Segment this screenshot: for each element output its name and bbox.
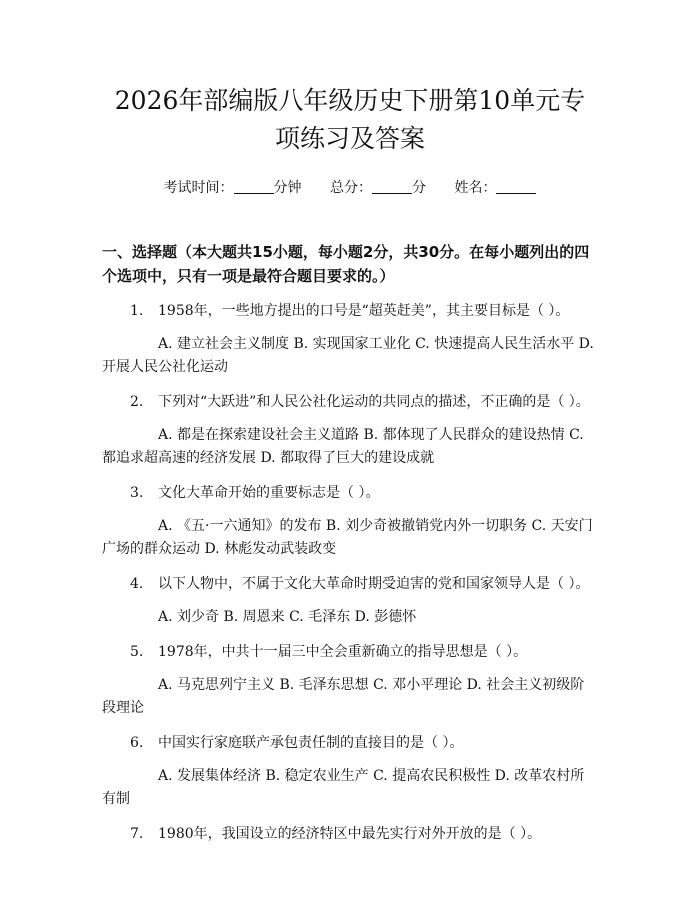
question-options: A. 发展集体经济 B. 稳定农业生产 C. 提高农民积极性 D. 改革农村所有制 (102, 768, 585, 807)
exam-score-label: 总分： (330, 180, 372, 196)
question-number: 3. (130, 485, 144, 501)
exam-score (330, 180, 426, 196)
question-stem: 中国实行家庭联产承包责任制的直接目的是（ ）。 (158, 735, 464, 751)
exam-info (102, 178, 598, 198)
exam-time-label: 考试时间： (163, 180, 234, 196)
exam-score-blank (372, 179, 412, 194)
question-stem: 下列对“大跃进”和人民公社化运动的共同点的描述，不正确的是（ ）。 (158, 394, 590, 410)
question-1 (102, 300, 598, 379)
question-list (102, 300, 598, 846)
question-options: A. 马克思列宁主义 B. 毛泽东思想 C. 邓小平理论 D. 社会主义初级阶段理论 (102, 677, 585, 716)
question-number: 6. (130, 735, 144, 751)
exam-score-unit: 分 (412, 180, 426, 196)
title-line-1: 2026年部编版八年级历史下册第10单元专 (114, 86, 586, 115)
question-options: A. 《五·一六通知》的发布 B. 刘少奇被撤销党内外一切职务 C. 天安门广场的群众运动 D. 林彪发动武装政变 (102, 518, 593, 557)
question-number: 2. (130, 394, 144, 410)
exam-name (454, 180, 536, 196)
question-6 (102, 732, 598, 811)
question-7 (102, 823, 598, 846)
exam-name-label: 姓名： (454, 180, 497, 196)
question-options: A. 刘少奇 B. 周恩来 C. 毛泽东 D. 彭德怀 (158, 609, 417, 625)
question-5 (102, 641, 598, 720)
question-options: A. 都是在探索建设社会主义道路 B. 都体现了人民群众的建设热情 C. 都追求超高速的经济发展 D. 都取得了巨大的建设成就 (102, 427, 584, 466)
question-4 (102, 573, 598, 629)
section-heading: 一、选择题（本大题共15小题，每小题2分，共30分。在每小题列出的四个选项中，只有一项是最符合题目要求的。） (102, 243, 590, 285)
question-stem: 以下人物中，不属于文化大革命时期受迫害的党和国家领导人是（ ）。 (158, 576, 590, 592)
exam-time-blank (234, 179, 274, 194)
question-number: 5. (130, 644, 144, 660)
exam-name-blank (496, 179, 536, 194)
question-stem: 1978年，中共十一届三中全会重新确立的指导思想是（ ）。 (158, 644, 528, 660)
question-number: 7. (130, 826, 144, 842)
question-stem: 文化大革命开始的重要标志是（ ）。 (158, 485, 380, 501)
question-stem: 1980年，我国设立的经济特区中最先实行对外开放的是（ ）。 (158, 826, 542, 842)
document-title (102, 0, 598, 158)
title-line-2: 项练习及答案 (274, 124, 425, 153)
question-2 (102, 391, 598, 470)
question-3 (102, 482, 598, 561)
question-number: 4. (130, 576, 144, 592)
exam-time (164, 180, 302, 196)
question-options: A. 建立社会主义制度 B. 实现国家工业化 C. 快速提高人民生活水平 D. 开展人民公社化运动 (102, 336, 594, 375)
question-number: 1. (130, 303, 144, 319)
question-stem: 1958年，一些地方提出的口号是“超英赶美”，其主要目标是（ ）。 (158, 303, 570, 319)
exam-time-unit: 分钟 (273, 180, 302, 196)
